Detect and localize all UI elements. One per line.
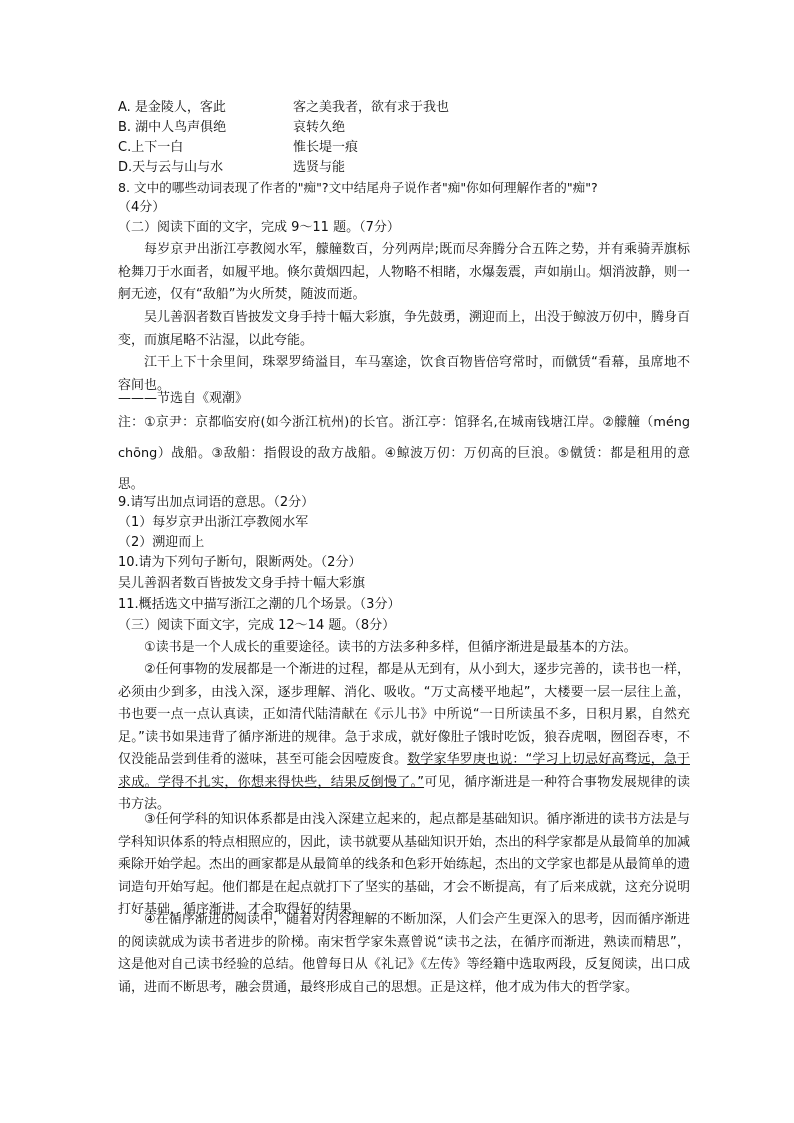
q9-stem: 9.请写出加点词语的意思。（2分） [118,495,315,510]
q11-stem: 11.概括选文中描写浙江之潮的几个场景。（3分） [118,597,401,612]
q8-stem: 8. 文中的哪些动词表现了作者的"痴"?文中结尾舟子说作者"痴"你如何理解作者的"痴"? [118,180,598,195]
section3-heading: （三）阅读下面文字，完成 12～14 题。（8分） [118,618,396,633]
q7-option-b [118,118,346,138]
q7-option-d [118,158,346,178]
section3-paragraph-3: ③任何学科的知识体系都是由浅入深建立起来的，起点都是基础知识。循序渐进的读书方法是与学科知识体系的特点相照应的，因此，读书就要从基础知识开始，杰出的科学家都是从最简单的加减乘除开始学起。杰出的画家都是从最简单的线条和色彩开始练起，杰出的文学家也都是从最简单的遗词造句开始写起。他们都是在起点就打下了坚实的基础，才会不断提高，有了后来成就，这充分说明打好基础，循序渐进，才会取得好的结果。 [118,812,691,917]
q8-points: （4分） [118,200,166,215]
option-c-left: C.上下一白 [118,140,184,155]
option-a-left: A. 是金陵人，客此 [118,100,226,115]
section3-paragraph-2 [118,659,690,817]
underlined-quote: 数学家华罗庚也说：“学习上切忌好高骛远，急于求成。学得不扎实，你想来得快些，结果反倒慢了。” [118,752,690,790]
section3-paragraph-4: ④在循序渐进的阅读中，随着对内容理解的不断加深，人们会产生更深入的思考，因而循序渐进的阅读就成为读书者进步的阶梯。南宋哲学家朱熹曾说“读书之法，在循序而渐进，熟读而精思”，这是他对自己读书经验的总结。他曾每日从《礼记》《左传》等经籍中选取两段，反复阅读，出口成诵，进而不断思考，融会贯通，最终形成自己的思想。正是这样，他才成为伟大的哲学家。 [118,912,690,995]
section2-paragraph-2: 吴儿善泅者数百皆披发文身手持十幅大彩旗，争先鼓勇，溯迎而上，出没于鲸波万仞中，腾身百变，而旗尾略不沾湿，以此夸能。 [118,310,691,348]
q9-item-1: （1）每岁京尹出浙江亭教阅水军 [118,515,309,530]
paragraph-2-text: ②任何事物的发展都是一个渐进的过程，都是从无到有，从小到大，逐步完善的，读书也一样，必须由少到多，由浅入深，逐步理解、消化、吸收。“万丈高楼平地起”，大楼要一层一层往上盖，书也要一点一点认真读，正如清代陆清献在《示儿书》中所说“一日所读虽不多，日积月累，自然充足。”读书如果违背了循序渐进的规律。急于求成，就好像肚子饿时吃饭，狼吞虎咽，囫囵吞枣，不仅没能品尝到佳肴的滋味，甚至可能会因噎废食。 [118,662,690,767]
option-b-left: B. 湖中人鸟声俱绝 [118,120,227,135]
q7-option-a [118,98,450,118]
section2-heading: （二）阅读下面的文字，完成 9～11 题。（7分） [118,220,400,235]
paragraph-2-conclusion: 可见，循序渐进是一种符合事物发展规律的读书方法。 [118,774,690,812]
q7-option-c [118,138,359,158]
q9-item-2: （2）溯迎而上 [118,535,205,550]
option-a-right: 客之美我者，欲有求于我也 [293,100,450,115]
q10-sentence: 吴儿善泅者数百皆披发文身手持十幅大彩旗 [118,576,366,591]
section3-paragraph-1: ①读书是一个人成长的重要途径。读书的方法多种多样，但循序渐进是最基本的方法。 [144,640,637,655]
q10-stem: 10.请为下列句子断句，限断两处。（2分） [118,555,362,570]
section2-paragraph-1: 每岁京尹出浙江亭教阅水军，艨艟数百，分列两岸;既而尽奔腾分合五阵之势，并有乘骑弄旗标枪舞刀于水面者，如履平地。倏尔黄烟四起，人物略不相睹，水爆轰震，声如崩山。烟消波静，则一舸无迹，仅有“敌船”为火所焚，随波而逝。 [118,242,691,302]
passage-notes: 注：①京尹：京都临安府(如今浙江杭州)的长官。浙江亭：馆驿名,在城南钱塘江岸。②艨艟（méng chōng）战船。③敌船：指假设的敌方战船。④鲸波万仞：万仞高的巨浪。⑤僦赁：都是租用的意思。 [118,415,690,492]
passage-source: ———节选自《观潮》 [118,391,249,406]
option-d-right: 选贤与能 [293,160,346,175]
option-c-right: 惟长堤一痕 [293,140,359,155]
section2-paragraph-3: 江干上下十余里间，珠翠罗绮溢目，车马塞途，饮食百物皆倍穹常时，而僦赁“看幕，虽席地不容间也。 [118,355,690,393]
option-b-right: 哀转久绝 [293,120,346,135]
option-d-left: D.天与云与山与水 [118,160,224,175]
